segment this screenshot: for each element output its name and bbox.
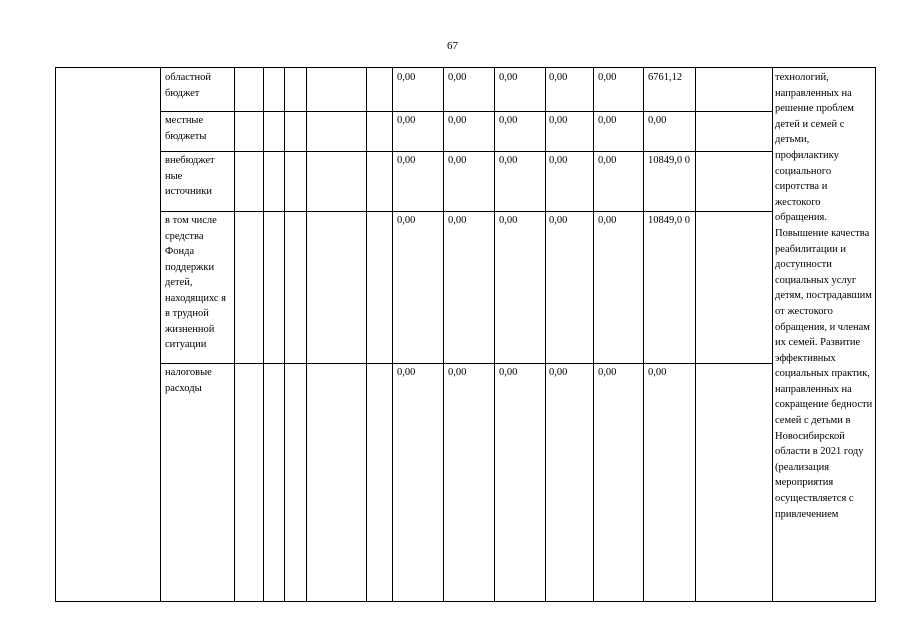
table-cell: 0,00 [397, 155, 416, 166]
table-cell: 0,00 [448, 115, 467, 126]
table-cell: 0,00 [397, 115, 416, 126]
table-cell: 0,00 [397, 72, 416, 83]
row-divider [160, 211, 772, 212]
table-divider [494, 68, 495, 601]
table-cell: 0,00 [549, 72, 568, 83]
description-text: технологий, направленных на решение проблем детей и семей с детьми, профилактику социального сиротства и жестокого обращения. Повышение качества реабилитации и доступности социальных услуг детям, пострадавшим от жестокого обращения, и членам их семей. Развитие эффективных социальных практик, направленных на сокращение бедности семей с детьми в Новосибирской области в 2021 году (реализация мероприятия осуществляется с привлечением [775, 72, 873, 520]
table-divider [160, 68, 161, 601]
table-cell: 0,00 [598, 215, 617, 226]
table-divider [284, 68, 285, 601]
table-cell: 10849,0 0 [648, 215, 690, 226]
row-divider [160, 151, 772, 152]
table-cell: 0,00 [549, 367, 568, 378]
table-divider [875, 68, 876, 601]
table-divider [772, 68, 773, 601]
table-divider [643, 68, 644, 601]
table-divider [263, 68, 264, 601]
table-divider [392, 68, 393, 601]
table-divider [234, 68, 235, 601]
table-cell: 0,00 [598, 115, 617, 126]
table-cell: 0,00 [648, 115, 667, 126]
row-label: местные бюджеты [165, 115, 207, 142]
table-divider [366, 68, 367, 601]
table-cell: 0,00 [448, 155, 467, 166]
table-cell: 0,00 [549, 115, 568, 126]
table-cell: 10849,0 0 [648, 155, 690, 166]
table-cell: 0,00 [598, 367, 617, 378]
table-divider [545, 68, 546, 601]
table-cell: 0,00 [549, 155, 568, 166]
row-label: налоговые расходы [165, 367, 212, 394]
table-cell: 0,00 [499, 72, 518, 83]
budget-table [55, 67, 876, 602]
table-cell: 0,00 [499, 215, 518, 226]
table-divider [443, 68, 444, 601]
table-cell: 0,00 [448, 215, 467, 226]
table-cell: 0,00 [499, 155, 518, 166]
table-cell: 0,00 [549, 215, 568, 226]
table-cell: 0,00 [648, 367, 667, 378]
table-cell: 0,00 [448, 367, 467, 378]
page-number: 67 [447, 40, 458, 52]
row-divider [160, 111, 772, 112]
table-cell: 0,00 [598, 72, 617, 83]
table-cell: 6761,12 [648, 72, 683, 83]
row-label: внебюджет ные источники [165, 155, 215, 197]
table-divider [593, 68, 594, 601]
row-label: в том числе средства Фонда поддержки детей, находящихс я в трудной жизненной ситуации [165, 215, 227, 350]
table-divider [306, 68, 307, 601]
table-cell: 0,00 [499, 115, 518, 126]
row-divider [160, 363, 772, 364]
table-cell: 0,00 [397, 367, 416, 378]
table-cell: 0,00 [448, 72, 467, 83]
row-label: областной бюджет [165, 72, 211, 99]
table-cell: 0,00 [598, 155, 617, 166]
table-cell: 0,00 [499, 367, 518, 378]
table-cell: 0,00 [397, 215, 416, 226]
table-divider [695, 68, 696, 601]
